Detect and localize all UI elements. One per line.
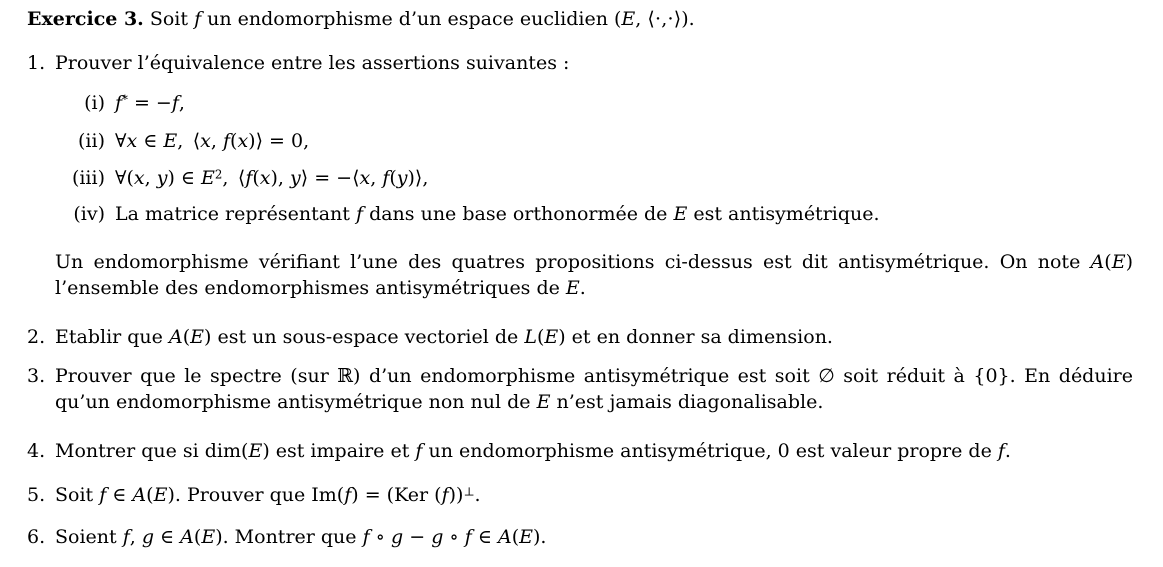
- text-segment: f: [344, 484, 352, 506]
- text-segment: Soit: [143, 8, 195, 30]
- text-segment: A: [180, 526, 194, 548]
- text-segment: x: [259, 167, 271, 189]
- text-segment: ,: [210, 130, 223, 152]
- text-segment: .: [474, 484, 481, 506]
- text-segment: E: [621, 8, 636, 30]
- text-segment: Etablir que: [55, 326, 169, 348]
- text-segment: (: [230, 130, 238, 152]
- item-5-body: [55, 482, 1133, 508]
- text-segment: g: [431, 526, 444, 548]
- item-5-text: [55, 482, 1133, 508]
- text-segment: ∀: [115, 130, 127, 152]
- text-segment: E: [1111, 251, 1126, 273]
- item-4-number: 4.: [27, 440, 46, 462]
- subitem-i-text: [115, 90, 1133, 116]
- text-segment: , ⟨⋅,⋅⟩).: [635, 8, 695, 30]
- text-segment: Soit: [55, 484, 100, 506]
- text-segment: est antisymétrique.: [687, 203, 880, 225]
- text-segment: ) = (Ker (: [351, 484, 442, 506]
- text-segment: f: [99, 484, 107, 506]
- text-segment: f: [997, 440, 1005, 462]
- item-1-number: 1.: [27, 52, 46, 74]
- text-segment: ) est un sous-espace vectoriel de: [204, 326, 525, 348]
- text-segment: ). Montrer que: [215, 526, 363, 548]
- text-segment: (: [252, 167, 260, 189]
- text-segment: dans une base orthonormée de: [363, 203, 674, 225]
- text-segment: ⊥: [463, 484, 475, 499]
- text-segment: ,: [370, 167, 383, 189]
- text-segment: ,: [129, 526, 142, 548]
- text-segment: x: [359, 167, 371, 189]
- text-segment: Exercice 3.: [27, 8, 144, 30]
- list-item-3: [27, 363, 1133, 415]
- item-3-text-line-2: [55, 389, 1133, 415]
- text-segment: f: [441, 484, 449, 506]
- text-segment: ,: [144, 167, 157, 189]
- text-segment: A: [132, 484, 147, 506]
- text-segment: E: [248, 440, 263, 462]
- subitem-iv-text: [115, 201, 1133, 227]
- text-segment: Prouver que le spectre (sur ℝ) d’un endomorphisme antisymétrique est soit ∅ soit réduit à {0}. En déduire: [55, 365, 1133, 387]
- text-segment: )⟩ = 0,: [248, 130, 310, 152]
- text-segment: (: [536, 326, 545, 348]
- text-segment: g: [391, 526, 404, 548]
- subitem-ii: [55, 128, 1133, 154]
- text-segment: f: [355, 203, 364, 225]
- text-segment: = −: [127, 92, 172, 114]
- subitem-iii: [55, 165, 1133, 191]
- text-segment: ∈: [154, 526, 181, 548]
- subitem-ii-label: (ii): [78, 130, 105, 152]
- item-6-number: 6.: [27, 526, 46, 548]
- text-segment: 2: [214, 167, 223, 182]
- item-1-text: [55, 50, 1133, 76]
- text-segment: −: [403, 526, 432, 548]
- text-segment: ) et en donner sa dimension.: [558, 326, 833, 348]
- text-segment: (: [1104, 251, 1112, 273]
- list-item-6: [27, 524, 1133, 550]
- text-segment: qu’un endomorphisme antisymétrique non nul de: [55, 391, 537, 413]
- text-segment: (: [182, 326, 191, 348]
- text-segment: E: [519, 526, 534, 548]
- item-1-body: [55, 50, 1133, 301]
- text-segment: ∈: [106, 484, 133, 506]
- text-segment: f: [362, 526, 370, 548]
- text-segment: )⟩,: [407, 167, 429, 189]
- text-segment: n’est jamais diagonalisable.: [550, 391, 824, 413]
- text-segment: ): [1125, 251, 1133, 273]
- text-segment: x: [126, 130, 138, 152]
- text-segment: ⟩ = −⟨: [300, 167, 360, 189]
- subitem-i: [55, 90, 1133, 116]
- text-segment: (: [146, 484, 154, 506]
- text-segment: y: [396, 167, 408, 189]
- text-segment: x: [133, 167, 145, 189]
- text-segment: (: [193, 526, 202, 548]
- subitem-iv: [55, 201, 1133, 227]
- list-item-2: [27, 324, 1133, 350]
- text-segment: *: [122, 92, 128, 107]
- text-segment: A: [1090, 251, 1105, 273]
- item-2-number: 2.: [27, 326, 46, 348]
- text-segment: Un endomorphisme vérifiant l’une des quatres propositions ci-dessus est dit antisymétrique. On note: [55, 251, 1091, 273]
- text-segment: f: [194, 8, 202, 30]
- text-segment: f: [245, 167, 253, 189]
- text-segment: y: [290, 167, 301, 189]
- item-1-note-paragraph: [55, 249, 1133, 301]
- item-6-body: [55, 524, 1133, 550]
- text-segment: f: [171, 92, 179, 114]
- text-segment: E: [190, 326, 204, 348]
- text-segment: ) ∈: [167, 167, 201, 189]
- subitem-ii-text: [115, 128, 1133, 154]
- text-segment: A: [168, 326, 183, 348]
- item-6-text: [55, 524, 1133, 550]
- text-segment: f: [415, 440, 423, 462]
- text-segment: Prouver l’équivalence entre les assertions suivantes :: [55, 52, 570, 74]
- item-3-body: [55, 363, 1133, 415]
- text-segment: Montrer que si dim(: [55, 440, 249, 462]
- text-segment: (: [389, 167, 397, 189]
- text-segment: f: [222, 130, 231, 152]
- text-segment: g: [141, 526, 154, 548]
- list-item-4: [27, 438, 1133, 464]
- text-segment: E: [201, 526, 216, 548]
- text-segment: , ⟨: [222, 167, 246, 189]
- text-segment: E: [536, 391, 551, 413]
- text-segment: .: [1004, 440, 1011, 462]
- item-3-text-line-1: [55, 363, 1133, 389]
- text-segment: y: [156, 167, 168, 189]
- text-segment: L: [524, 326, 537, 348]
- list-item-1: [27, 50, 1133, 301]
- text-segment: E: [201, 167, 215, 189]
- item-3-number: 3.: [27, 365, 46, 387]
- text-segment: ). Prouver que Im(: [167, 484, 345, 506]
- text-segment: .: [579, 277, 586, 299]
- text-segment: La matrice représentant: [115, 203, 356, 225]
- text-segment: f: [464, 526, 472, 548]
- text-segment: A: [497, 526, 512, 548]
- text-segment: un endomorphisme antisymétrique, 0 est valeur propre de: [422, 440, 998, 462]
- text-segment: ,: [178, 92, 185, 114]
- exercise-header: [27, 6, 1133, 32]
- item-4-text: [55, 438, 1133, 464]
- item-4-body: [55, 438, 1133, 464]
- text-segment: , ⟨: [177, 130, 201, 152]
- text-segment: Soient: [55, 526, 123, 548]
- text-segment: f: [382, 167, 390, 189]
- item-2-body: [55, 324, 1133, 350]
- text-segment: E: [673, 203, 688, 225]
- text-segment: x: [200, 130, 211, 152]
- item-5-number: 5.: [27, 484, 46, 506]
- text-segment: f: [115, 92, 123, 114]
- subitem-iii-text: [115, 165, 1133, 191]
- text-segment: x: [237, 130, 249, 152]
- subitem-iv-label: (iv): [73, 203, 105, 225]
- text-segment: ∘: [443, 526, 465, 548]
- note-line-1: [55, 249, 1133, 275]
- text-segment: ∘: [369, 526, 392, 548]
- text-segment: E: [544, 326, 559, 348]
- item-2-text: [55, 324, 1133, 350]
- list-item-5: [27, 482, 1133, 508]
- text-segment: f: [122, 526, 130, 548]
- text-segment: )): [448, 484, 464, 506]
- text-segment: ∀(: [115, 167, 134, 189]
- text-segment: l’ensemble des endomorphismes antisymétriques de: [55, 277, 566, 299]
- text-segment: ),: [270, 167, 291, 189]
- text-segment: (: [511, 526, 520, 548]
- text-segment: un endomorphisme d’un espace euclidien (: [201, 8, 622, 30]
- text-segment: E: [153, 484, 168, 506]
- note-line-2: [55, 275, 1133, 301]
- text-segment: ).: [533, 526, 547, 548]
- text-segment: ) est impaire et: [262, 440, 416, 462]
- subitem-iii-label: (iii): [71, 167, 105, 189]
- subitem-i-label: (i): [84, 92, 105, 114]
- text-segment: E: [565, 277, 580, 299]
- text-segment: ∈: [471, 526, 498, 548]
- text-segment: E: [163, 130, 178, 152]
- text-segment: ∈: [137, 130, 164, 152]
